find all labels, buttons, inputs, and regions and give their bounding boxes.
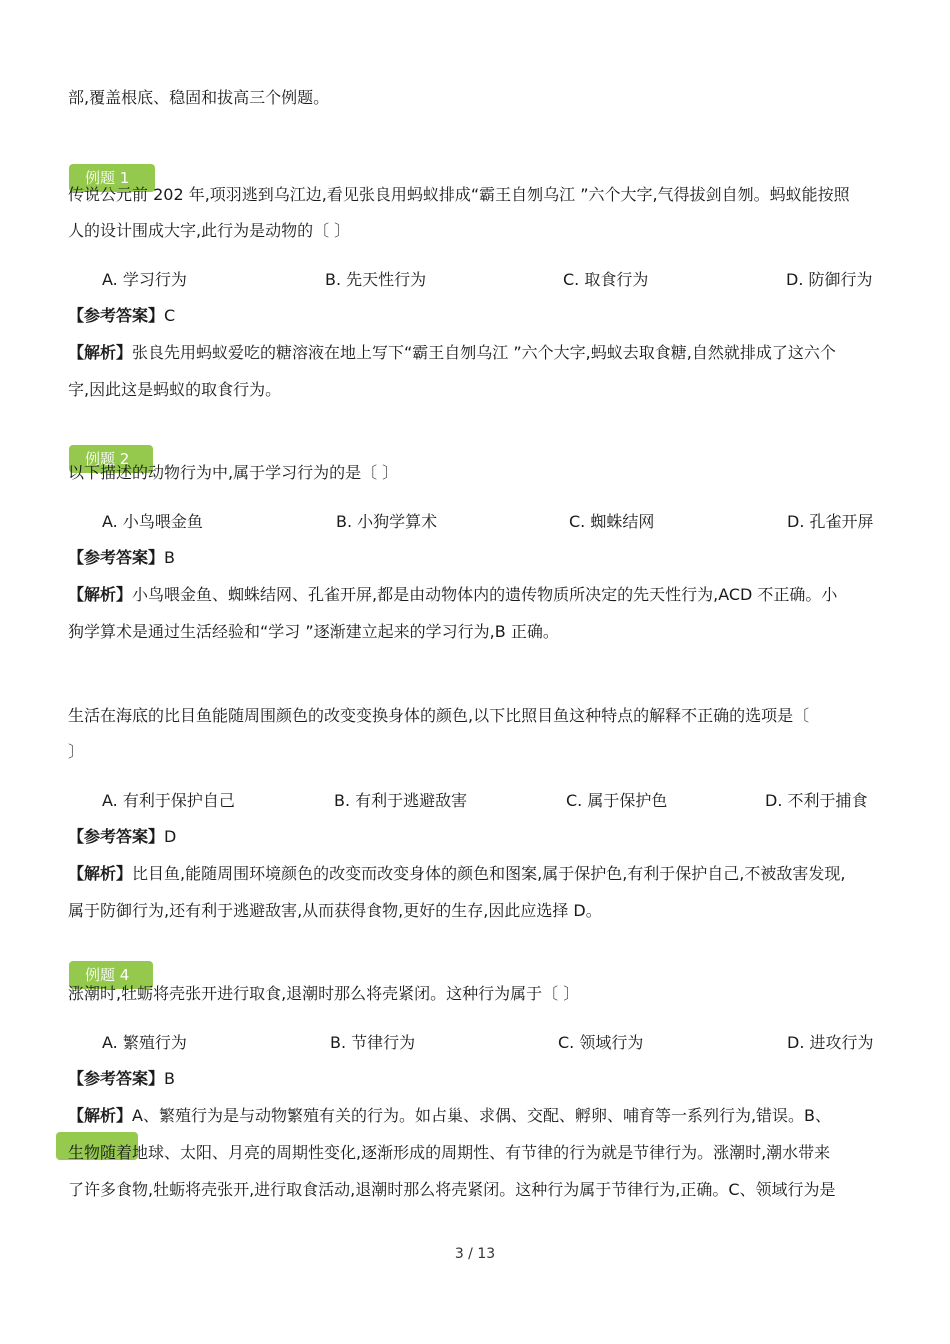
- analysis-label: 【解析】: [68, 585, 133, 604]
- option-4-b: B. 节律行为: [330, 1033, 416, 1052]
- question-3-line-2: 〕: [68, 742, 85, 761]
- option-2-a: A. 小鸟喂金鱼: [102, 512, 203, 531]
- answer-label: 【参考答案】: [68, 306, 165, 325]
- analysis-2-line-2: 狗学算术是通过生活经验和“学习 ”逐渐建立起来的学习行为,B 正确。: [68, 622, 559, 641]
- answer-1: [68, 306, 175, 326]
- option-1-c: C. 取食行为: [563, 270, 649, 289]
- option-2-b: B. 小狗学算术: [336, 512, 438, 531]
- question-4-line-1: 涨潮时,牡蛎将壳张开进行取食,退潮时那么将壳紧闭。这种行为属于〔 〕: [68, 984, 580, 1003]
- analysis-label: 【解析】: [68, 1106, 133, 1125]
- answer-label: 【参考答案】: [68, 827, 165, 846]
- analysis-2-line-1: [68, 585, 837, 605]
- option-4-c: C. 领域行为: [558, 1033, 644, 1052]
- option-3-c: C. 属于保护色: [566, 791, 668, 810]
- analysis-4-line-2: 生物随着地球、太阳、月亮的周期性变化,逐渐形成的周期性、有节律的行为就是节律行为。涨潮时,潮水带来: [68, 1143, 831, 1162]
- option-2-d: D. 孔雀开屏: [787, 512, 874, 531]
- analysis-1-line-1: [68, 343, 836, 363]
- analysis-3-line-1: [68, 864, 845, 884]
- analysis-3-line-2: 属于防御行为,还有利于逃避敌害,从而获得食物,更好的生存,因此应选择 D。: [68, 901, 602, 920]
- example-tag-4: 例题 4: [69, 961, 153, 989]
- analysis-text: 张良先用蚂蚁爱吃的糖溶液在地上写下“霸王自刎乌江 ”六个大字,蚂蚁去取食糖,自然就排成了这六个: [132, 343, 836, 362]
- answer-4: [68, 1069, 175, 1089]
- analysis-label: 【解析】: [68, 343, 133, 362]
- analysis-label: 【解析】: [68, 864, 133, 883]
- option-3-b: B. 有利于逃避敌害: [334, 791, 468, 810]
- answer-label: 【参考答案】: [68, 1069, 165, 1088]
- option-2-c: C. 蜘蛛结网: [569, 512, 655, 531]
- analysis-text: 小鸟喂金鱼、蜘蛛结网、孔雀开屏,都是由动物体内的遗传物质所决定的先天性行为,ACD 不正确。小: [132, 585, 838, 604]
- option-3-a: A. 有利于保护自己: [102, 791, 235, 810]
- example-tag-2: 例题 2: [69, 445, 153, 473]
- intro-text: 部,覆盖根底、稳固和拔高三个例题。: [68, 88, 330, 107]
- option-4-d: D. 进攻行为: [787, 1033, 874, 1052]
- option-4-a: A. 繁殖行为: [102, 1033, 187, 1052]
- page-number: 3 / 13: [454, 1246, 496, 1262]
- answer-value: B: [164, 1069, 175, 1088]
- analysis-4-line-3: 了许多食物,牡蛎将壳张开,进行取食活动,退潮时那么将壳紧闭。这种行为属于节律行为,正确。C、领域行为是: [68, 1180, 836, 1199]
- question-3-line-1: 生活在海底的比目鱼能随周围颜色的改变变换身体的颜色,以下比照目鱼这种特点的解释不正确的选项是〔: [68, 706, 810, 725]
- answer-label: 【参考答案】: [68, 548, 165, 567]
- answer-value: C: [164, 306, 176, 325]
- analysis-text: A、繁殖行为是与动物繁殖有关的行为。如占巢、求偶、交配、孵卵、哺育等一系列行为,错误。B、: [132, 1106, 832, 1125]
- question-1-line-2: 人的设计围成大字,此行为是动物的〔 〕: [68, 221, 351, 240]
- analysis-text: 比目鱼,能随周围环境颜色的改变而改变身体的颜色和图案,属于保护色,有利于保护自己,不被敌害发现,: [132, 864, 846, 883]
- option-1-a: A. 学习行为: [102, 270, 187, 289]
- option-1-d: D. 防御行为: [786, 270, 873, 289]
- answer-2: [68, 548, 175, 568]
- answer-value: D: [164, 827, 177, 846]
- answer-3: [68, 827, 176, 847]
- example-tag-1: 例题 1: [69, 164, 155, 192]
- answer-value: B: [164, 548, 175, 567]
- option-1-b: B. 先天性行为: [325, 270, 427, 289]
- question-1-line-1: 传说公元前 202 年,项羽逃到乌江边,看见张良用蚂蚁排成“霸王自刎乌江 ”六个大字,气得拔剑自刎。蚂蚁能按照: [68, 185, 850, 204]
- question-2-line-1: 以下描述的动物行为中,属于学习行为的是〔 〕: [68, 463, 399, 482]
- analysis-1-line-2: 字,因此这是蚂蚁的取食行为。: [68, 380, 282, 399]
- option-3-d: D. 不利于捕食: [765, 791, 868, 810]
- analysis-4-line-1: [68, 1106, 831, 1126]
